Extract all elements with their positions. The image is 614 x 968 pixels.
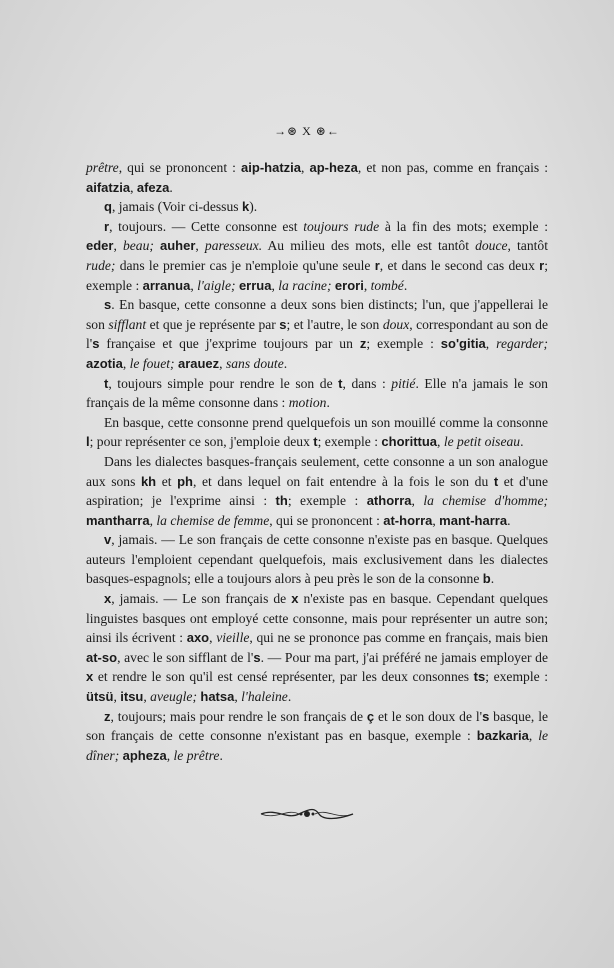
italic-gloss: beau; xyxy=(122,238,154,254)
basque-term: v xyxy=(104,532,112,548)
basque-term: s xyxy=(279,316,287,332)
text-run: , toujours simple pour rendre le son de xyxy=(108,375,339,391)
basque-term: r xyxy=(104,218,110,234)
text-run: ; exemple : xyxy=(485,669,548,685)
paragraph-p2 xyxy=(86,197,548,217)
basque-term: ap-heza xyxy=(309,160,358,175)
text-run: , jamais. — Le son français de cette consonne n'existe pas en basque. Quelques auteurs l'emploient cependant quelquefois, mais exclusivement dans les dialectes basques-espagnols; elle a toujours alors à peu près le son de la consonne xyxy=(86,532,548,587)
italic-gloss: motion xyxy=(288,395,327,411)
text-run: et d'une aspiration; je l'exprime ainsi : xyxy=(86,473,549,509)
text-run: . xyxy=(219,747,223,763)
basque-term: mant-harra xyxy=(439,512,508,528)
text-run: ; exemple : xyxy=(366,336,441,352)
italic-gloss: la racine; xyxy=(278,277,332,293)
text-run: , xyxy=(432,512,440,528)
basque-term: t xyxy=(338,375,343,391)
italic-gloss: douce xyxy=(475,238,508,254)
basque-term: ph xyxy=(177,473,193,489)
italic-gloss: aveugle; xyxy=(150,689,197,705)
paragraph-p9 xyxy=(86,589,548,707)
italic-gloss: pitié xyxy=(391,375,416,391)
basque-term: x xyxy=(104,591,112,607)
text-run: . xyxy=(403,277,408,293)
basque-term: errua xyxy=(238,277,272,293)
basque-term: arranua xyxy=(142,277,191,293)
italic-gloss: le prêtre xyxy=(173,747,220,763)
text-run: , xyxy=(166,747,174,763)
text-run: , jamais (Voir ci-dessus xyxy=(111,199,242,215)
basque-term: arauez xyxy=(177,355,220,371)
basque-term: q xyxy=(104,199,112,215)
text-run: française et que j'exprime toujours par un xyxy=(99,336,360,352)
text-run: ; pour représenter ce son, j'emploie deux xyxy=(89,434,314,450)
basque-term: r xyxy=(539,257,545,273)
text-run: . xyxy=(520,434,524,450)
paragraph-p7 xyxy=(86,452,548,530)
italic-gloss: l'aigle; xyxy=(197,277,236,293)
text-run: et le son doux de l' xyxy=(374,708,483,724)
text-run: , xyxy=(363,277,371,293)
basque-term: z xyxy=(359,336,367,352)
paragraph-p6 xyxy=(86,413,548,452)
italic-gloss: prêtre xyxy=(86,160,119,175)
text-run: , correspondant au son de l' xyxy=(86,316,548,352)
basque-term: th xyxy=(275,493,288,509)
text-run: , et dans le second cas deux xyxy=(379,257,540,273)
text-run: , dans : xyxy=(342,375,392,391)
text-run: , qui se prononcent : xyxy=(269,512,384,528)
italic-gloss: toujours rude xyxy=(303,218,380,234)
text-run: n'existe pas en basque. Cependant quelques linguistes basques ont employé cette consonne, mais pour représenter un autre son; ainsi ils écrivent : xyxy=(86,591,548,646)
basque-term: chorittua xyxy=(381,434,438,450)
basque-term: ütsü xyxy=(86,689,114,705)
italic-gloss: la chemise de femme xyxy=(156,512,270,528)
text-run: . Elle n'a jamais le son français de la même consonne dans : xyxy=(86,375,548,411)
text-run: , xyxy=(122,355,130,371)
text-run: . xyxy=(287,689,292,705)
text-run: , xyxy=(130,179,137,195)
text-run: basque, le son français de cette consonne n'existant pas en basque, exemple : xyxy=(86,708,549,744)
text-run: , xyxy=(195,238,205,254)
text-run: , et dans lequel on fait entendre à la fois le son du xyxy=(192,473,494,489)
text-run: , tantôt xyxy=(507,238,548,254)
text-run: et rendre le son qu'il est censé représenter, par les deux consonnes xyxy=(93,669,474,685)
text-run: Au milieu des mots, elle est tantôt xyxy=(262,238,476,254)
text-run: , qui ne se prononce pas comme en français, mais bien xyxy=(249,630,548,646)
text-run: , xyxy=(219,355,226,371)
basque-term: s xyxy=(482,708,490,724)
italic-gloss: le dîner; xyxy=(86,728,549,763)
text-run: , xyxy=(528,728,539,744)
basque-term: aip-hatzia xyxy=(241,160,301,175)
paragraph-p3 xyxy=(86,217,548,295)
italic-gloss: l'haleine xyxy=(241,689,288,705)
basque-term: axo xyxy=(186,630,210,646)
italic-gloss: le petit oiseau xyxy=(443,434,521,450)
text-run: , xyxy=(113,689,121,705)
text-run: , xyxy=(113,238,123,254)
text-run: ). xyxy=(249,199,258,215)
text-run: ; et l'autre, le son xyxy=(286,316,383,332)
basque-term: s xyxy=(104,297,112,313)
basque-term: x xyxy=(86,669,94,685)
text-run: . xyxy=(326,395,330,411)
text-run: ; exemple : xyxy=(86,257,548,293)
text-run: et que je représente par xyxy=(146,316,280,332)
basque-term: s xyxy=(253,649,261,665)
paragraph-p5 xyxy=(86,374,548,413)
italic-gloss: tombé xyxy=(370,277,404,293)
basque-term: z xyxy=(104,708,111,724)
text-run: , toujours; mais pour rendre le son français de xyxy=(110,708,367,724)
basque-term: s xyxy=(92,336,100,352)
italic-gloss: vieille xyxy=(216,630,250,646)
paragraph-p10 xyxy=(86,707,548,766)
italic-gloss: sans doute xyxy=(225,355,284,371)
basque-term: t xyxy=(104,375,109,391)
basque-term: t xyxy=(313,434,318,450)
text-run: , xyxy=(485,336,497,352)
text-run: , xyxy=(301,160,310,175)
text-run: , xyxy=(437,434,444,450)
basque-term: itsu xyxy=(120,689,144,705)
text-run: En basque, cette consonne prend quelquefois un son mouillé comme la consonne xyxy=(104,414,548,430)
paragraph-p4 xyxy=(86,295,548,373)
tailpiece-ornament-icon xyxy=(0,806,614,827)
text-run: Dans les dialectes basques-français seulement, cette consonne a un son analogue aux sons xyxy=(86,453,548,489)
italic-gloss: rude; xyxy=(86,257,116,273)
text-run: , toujours. — Cette consonne est xyxy=(109,218,304,234)
text-run: . xyxy=(283,355,288,371)
basque-term: hatsa xyxy=(200,689,235,705)
text-run: , xyxy=(209,630,217,646)
italic-gloss: le fouet; xyxy=(129,355,175,371)
basque-term: auher xyxy=(160,238,196,254)
basque-term: at-so xyxy=(86,649,118,665)
paragraph-p1 xyxy=(86,158,548,197)
text-run: . xyxy=(507,512,511,528)
text-run: dans le premier cas je n'emploie qu'une seule xyxy=(115,257,375,273)
text-run: ; exemple : xyxy=(287,493,367,509)
basque-term: ç xyxy=(366,708,375,724)
paragraph-p8 xyxy=(86,530,548,589)
italic-gloss: la chemise d'homme; xyxy=(423,493,549,509)
italic-gloss: doux xyxy=(382,316,410,332)
basque-term: k xyxy=(241,199,250,215)
basque-term: afeza xyxy=(136,179,170,195)
basque-term: erori xyxy=(334,277,364,293)
italic-gloss: sifflant xyxy=(108,316,147,332)
text-run: , xyxy=(234,689,242,705)
text-run: , xyxy=(149,512,157,528)
basque-term: mantharra xyxy=(86,512,150,528)
text-run: . xyxy=(490,571,495,587)
text-run: à la fin des mots; exemple : xyxy=(379,218,548,234)
page-number-header: →⊛ X ⊛← xyxy=(274,124,340,138)
text-run: . — Pour ma part, j'ai préféré ne jamais employer de xyxy=(260,649,548,665)
text-run: . xyxy=(169,179,173,195)
basque-term: eder xyxy=(86,238,114,254)
basque-term: so'gitia xyxy=(440,336,486,352)
text-run: , xyxy=(411,493,424,509)
basque-term: at-horra xyxy=(383,512,433,528)
text-run: . En basque, cette consonne a deux sons bien distincts; l'un, que j'appellerai le son xyxy=(86,297,548,332)
basque-term: bazkaria xyxy=(476,728,529,744)
text-run: , xyxy=(271,277,279,293)
basque-term: azotia xyxy=(86,355,123,371)
body-text xyxy=(86,158,548,765)
italic-gloss: paresseux. xyxy=(204,238,263,254)
text-run: , jamais. — Le son français de xyxy=(111,591,292,607)
basque-term: aifatzia xyxy=(86,179,131,195)
text-run: et xyxy=(156,473,178,489)
basque-term: t xyxy=(493,473,499,489)
text-run: , xyxy=(190,277,198,293)
text-run: , xyxy=(143,689,151,705)
text-run: ; exemple : xyxy=(317,434,382,450)
basque-term: kh xyxy=(140,473,157,489)
basque-term: l xyxy=(86,434,90,450)
basque-term: b xyxy=(482,571,491,587)
basque-term: ts xyxy=(473,669,486,685)
text-run: , qui se prononcent : xyxy=(118,160,242,175)
text-run: , avec le son sifflant de l' xyxy=(117,649,254,665)
text-run: , et non pas, comme en français : xyxy=(357,160,549,175)
basque-term: apheza xyxy=(122,747,167,763)
basque-term: x xyxy=(291,591,299,607)
italic-gloss: regarder; xyxy=(496,336,549,352)
basque-term: r xyxy=(374,257,380,273)
basque-term: athorra xyxy=(366,493,412,509)
